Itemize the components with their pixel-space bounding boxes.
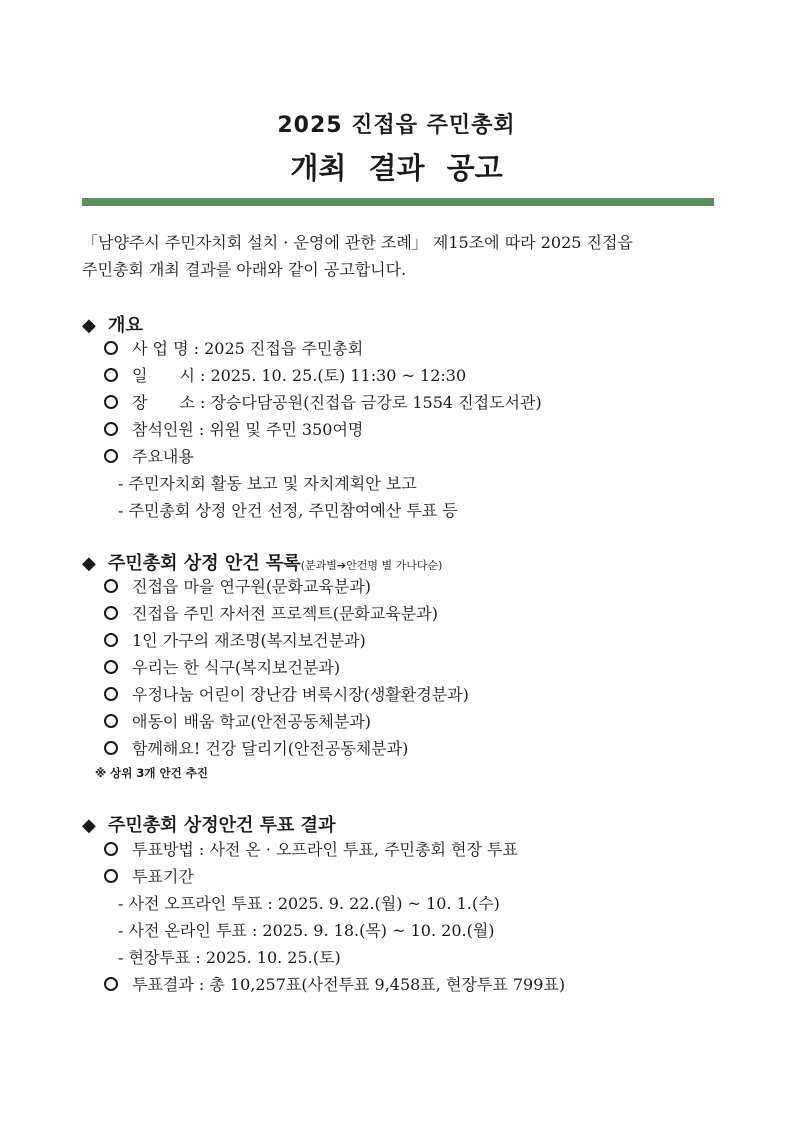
list-item: 진접읍 마을 연구원(문화교육분과) bbox=[100, 573, 720, 600]
list-item: 투표방법 : 사전 온 · 오프라인 투표, 주민총회 현장 투표 bbox=[100, 836, 720, 863]
sub-item: - 주민자치회 활동 보고 및 자치계획안 보고 bbox=[118, 474, 417, 493]
sub-item: - 현장투표 : 2025. 10. 25.(토) bbox=[118, 948, 341, 967]
list-item: 참석인원 : 위원 및 주민 350여명 bbox=[100, 416, 720, 443]
section-heading-agenda bbox=[82, 549, 442, 575]
circle-icon bbox=[104, 869, 118, 883]
intro-paragraph bbox=[82, 229, 714, 283]
list-item: 진접읍 주민 자서전 프로젝트(문화교육분과) bbox=[100, 600, 720, 627]
circle-icon bbox=[104, 660, 118, 674]
list-item: 주요내용 bbox=[100, 443, 720, 470]
circle-icon bbox=[104, 449, 118, 463]
title-line-1: 2025 진접읍 주민총회 bbox=[277, 113, 516, 138]
intro-line: 「남양주시 주민자치회 설치 · 운영에 관한 조례」 제15조에 따라 2025 진접읍 bbox=[82, 233, 633, 252]
circle-icon bbox=[104, 606, 118, 620]
circle-icon bbox=[104, 842, 118, 856]
circle-icon bbox=[104, 579, 118, 593]
list-item: 애동이 배움 학교(안전공동체분과) bbox=[100, 708, 720, 735]
section-note: (분과별➔안건명 별 가나다순) bbox=[300, 559, 443, 572]
list-item: 우정나눔 어린이 장난감 벼룩시장(생활환경분과) bbox=[100, 681, 720, 708]
diamond-icon: ◆ bbox=[82, 553, 96, 574]
vote-list bbox=[100, 836, 720, 998]
circle-icon bbox=[104, 422, 118, 436]
list-item: 함께해요! 건강 달리기(안전공동체분과) bbox=[100, 735, 720, 762]
circle-icon bbox=[104, 368, 118, 382]
list-item: 투표기간 bbox=[100, 863, 720, 890]
section-title: 주민총회 상정안건 투표 결과 bbox=[108, 815, 336, 836]
section-title: 개요 bbox=[108, 315, 143, 336]
title-divider bbox=[82, 198, 714, 206]
list-item: 투표결과 : 총 10,257표(사전투표 9,458표, 현장투표 799표) bbox=[100, 971, 720, 998]
circle-icon bbox=[104, 977, 118, 991]
sub-item: - 사전 오프라인 투표 : 2025. 9. 22.(월) ~ 10. 1.(수) bbox=[118, 894, 500, 913]
agenda-footnote: ※ 상위 3개 안건 추진 bbox=[95, 766, 208, 780]
section-title: 주민총회 상정 안건 목록 bbox=[108, 553, 301, 574]
circle-icon bbox=[104, 395, 118, 409]
list-item: 1인 가구의 재조명(복지보건분과) bbox=[100, 627, 720, 654]
circle-icon bbox=[104, 633, 118, 647]
list-item: 사 업 명 : 2025 진접읍 주민총회 bbox=[100, 335, 720, 362]
section-heading-overview bbox=[82, 311, 143, 337]
overview-list bbox=[100, 335, 720, 524]
list-item: 일 시 : 2025. 10. 25.(토) 11:30 ~ 12:30 bbox=[100, 362, 720, 389]
diamond-icon: ◆ bbox=[82, 315, 96, 336]
circle-icon bbox=[104, 741, 118, 755]
circle-icon bbox=[104, 687, 118, 701]
title-line-2: 개최 결과 공고 bbox=[290, 151, 503, 185]
agenda-list bbox=[100, 573, 720, 762]
list-item: 우리는 한 식구(복지보건분과) bbox=[100, 654, 720, 681]
sub-item: - 사전 온라인 투표 : 2025. 9. 18.(목) ~ 10. 20.(월) bbox=[118, 921, 495, 940]
circle-icon bbox=[104, 341, 118, 355]
sub-item: - 주민총회 상정 안건 선정, 주민참여예산 투표 등 bbox=[118, 501, 458, 520]
list-item: 장 소 : 장승다담공원(진접읍 금강로 1554 진접도서관) bbox=[100, 389, 720, 416]
intro-line: 주민총회 개최 결과를 아래와 같이 공고합니다. bbox=[82, 260, 407, 279]
diamond-icon: ◆ bbox=[82, 815, 96, 836]
section-heading-vote bbox=[82, 811, 335, 837]
circle-icon bbox=[104, 714, 118, 728]
